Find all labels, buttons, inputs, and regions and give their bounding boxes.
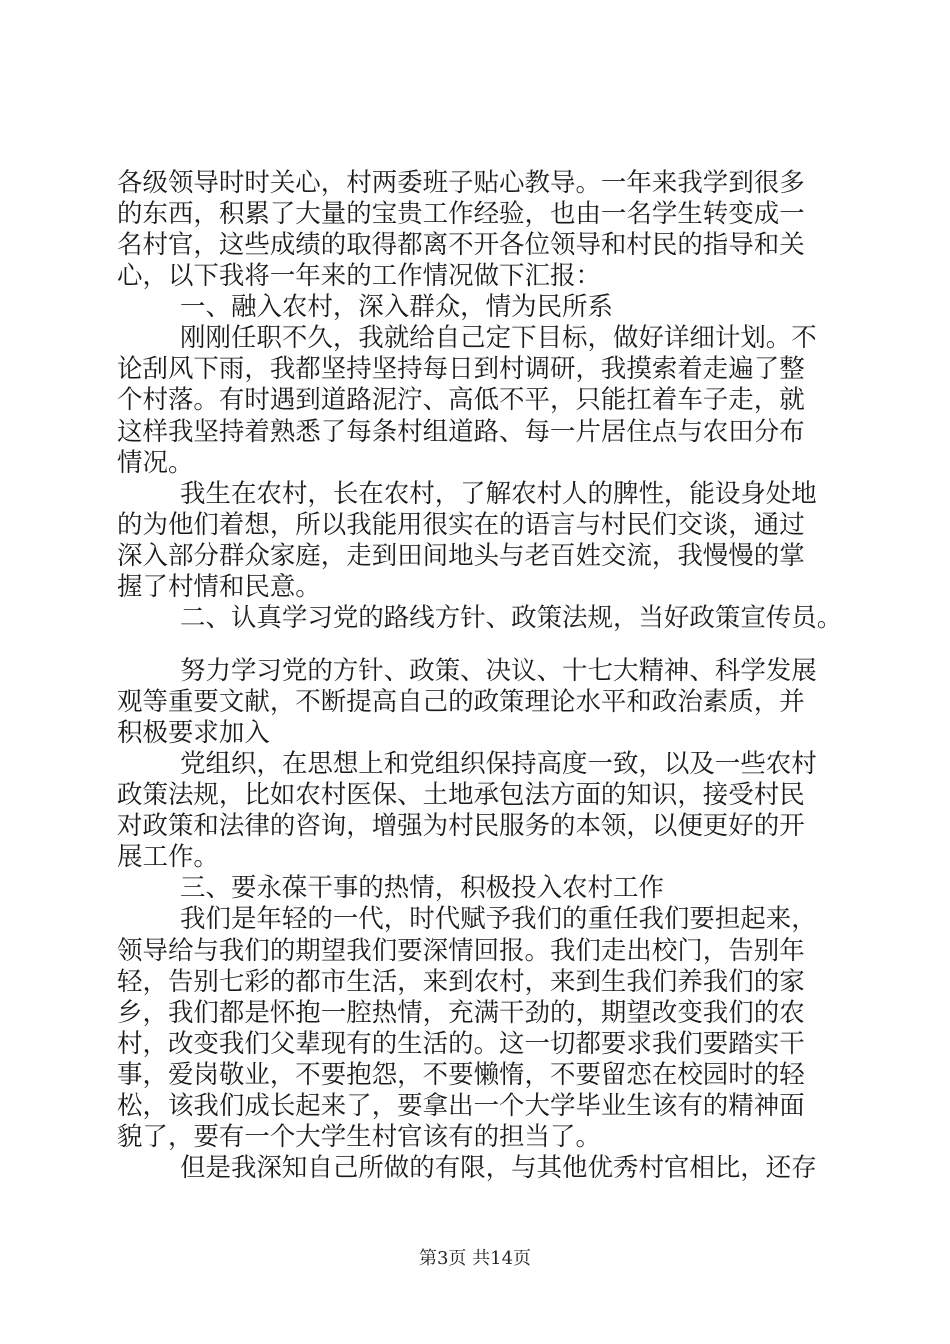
text-line: 我生在农村，长在农村，了解农村人的脾性，能设身处地 <box>180 479 817 509</box>
text-line: 对政策和法律的咨询，增强为村民服务的本领，以便更好的开 <box>117 811 805 841</box>
text-line: 展工作。 <box>117 842 219 872</box>
text-line: 深入部分群众家庭，走到田间地头与老百姓交流，我慢慢的掌 <box>117 541 805 571</box>
text-line: 刚刚任职不久，我就给自己定下目标，做好详细计划。不 <box>180 323 817 353</box>
text-line: 政策法规，比如农村医保、土地承包法方面的知识，接受村民 <box>117 780 805 810</box>
text-line: 松，该我们成长起来了，要拿出一个大学毕业生该有的精神面 <box>117 1091 805 1121</box>
text-line: 二、认真学习党的路线方针、政策法规，当好政策宣传员。 <box>180 603 843 633</box>
text-line: 积极要求加入 <box>117 718 270 748</box>
text-line: 努力学习党的方针、政策、决议、十七大精神、科学发展 <box>180 656 817 686</box>
text-line: 握了村情和民意。 <box>117 572 321 602</box>
text-line: 的为他们着想，所以我能用很实在的语言与村民们交谈，通过 <box>117 510 805 540</box>
text-line: 我们是年轻的一代，时代赋予我们的重任我们要担起来， <box>180 904 817 934</box>
text-line: 貌了，要有一个大学生村官该有的担当了。 <box>117 1122 601 1152</box>
text-line: 论刮风下雨，我都坚持坚持每日到村调研，我摸索着走遍了整 <box>117 354 805 384</box>
text-line: 轻，告别七彩的都市生活，来到农村，来到生我们养我们的家 <box>117 967 805 997</box>
text-line: 三、要永葆干事的热情，积极投入农村工作 <box>180 873 664 903</box>
text-line: 各级领导时时关心，村两委班子贴心教导。一年来我学到很多 <box>117 168 805 198</box>
text-line: 心，以下我将一年来的工作情况做下汇报： <box>117 261 601 291</box>
text-line: 情况。 <box>117 448 194 478</box>
text-line: 但是我深知自己所做的有限，与其他优秀村官相比，还存 <box>180 1153 817 1183</box>
text-line: 一、融入农村，深入群众，情为民所系 <box>180 292 613 322</box>
text-line: 事，爱岗敬业，不要抱怨，不要懒惰，不要留恋在校园时的轻 <box>117 1060 805 1090</box>
text-line: 党组织，在思想上和党组织保持高度一致，以及一些农村 <box>180 749 817 779</box>
text-line: 村，改变我们父辈现有的生活的。这一切都要求我们要踏实干 <box>117 1029 805 1059</box>
text-line: 乡，我们都是怀抱一腔热情，充满干劲的，期望改变我们的农 <box>117 998 805 1028</box>
text-line: 观等重要文献，不断提高自己的政策理论水平和政治素质，并 <box>117 687 805 717</box>
text-line: 个村落。有时遇到道路泥泞、高低不平，只能扛着车子走，就 <box>117 385 805 415</box>
text-line: 领导给与我们的期望我们要深情回报。我们走出校门，告别年 <box>117 936 805 966</box>
text-line: 名村官，这些成绩的取得都离不开各位领导和村民的指导和关 <box>117 230 805 260</box>
text-line: 的东西，积累了大量的宝贵工作经验，也由一名学生转变成一 <box>117 199 805 229</box>
page-footer: 第3页 共14页 <box>418 1248 532 1269</box>
text-line: 这样我坚持着熟悉了每条村组道路、每一片居住点与农田分布 <box>117 417 805 447</box>
